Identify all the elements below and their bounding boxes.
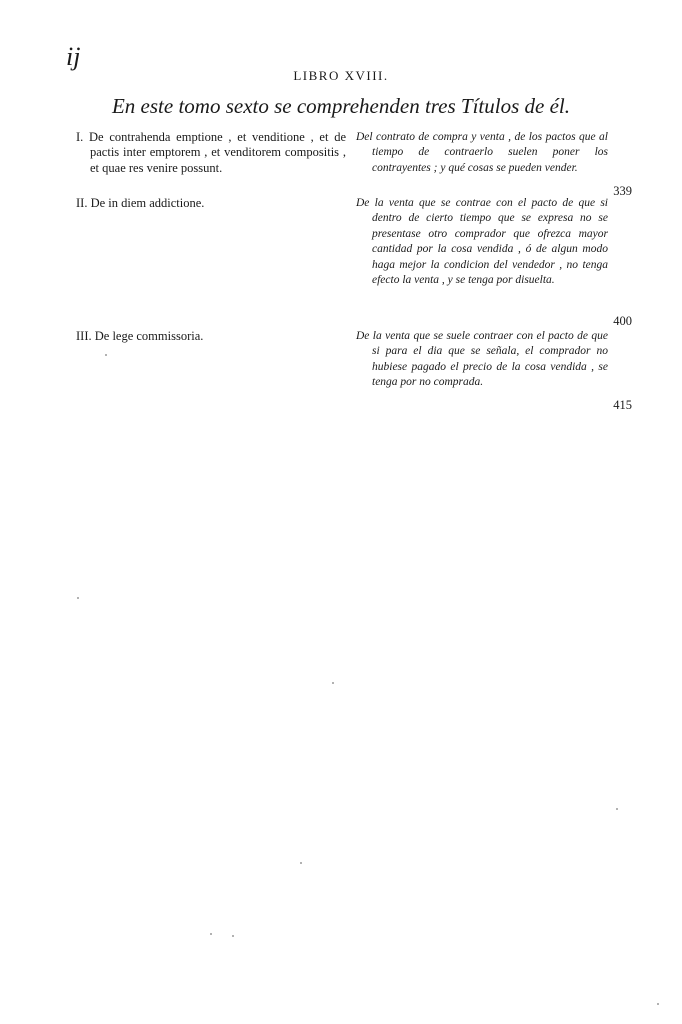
running-head: LIBRO XVIII. xyxy=(293,68,389,83)
paper-speck xyxy=(300,862,302,864)
paper-speck xyxy=(105,354,107,356)
spanish-title-2: De la venta que se contrae con el pacto de que si dentro de cierto tiempo que se expresa no se presentase otro comprador que ofrezca mayor cantidad por la cosa vendida , ó de algun modo haga mejor la condicion del vendedor , no tenga efecto la venta , y se tenga por disuelta. xyxy=(356,197,608,287)
paper-speck xyxy=(210,933,212,935)
paper-speck xyxy=(232,935,234,937)
paper-speck xyxy=(77,597,79,599)
page-ref-1: 339 xyxy=(613,184,632,198)
spanish-title-3: De la venta que se suele contraer con el pacto de que si para el dia que se señala, el comprador no hubiese pagado el precio de la cosa vendida , se tenga por no comprada. xyxy=(356,330,608,389)
latin-title-1: I. De contrahenda emptione , et venditione , et de pactis inter emptorem , et venditorem compositis , et quae res venire possunt. xyxy=(76,130,346,175)
volume-heading: En este tomo sexto se comprehenden tres Títulos de él. xyxy=(111,94,570,118)
latin-title-2: II. De in diem addictione. xyxy=(76,196,205,210)
paper-speck xyxy=(332,682,334,684)
paper-speck xyxy=(657,1003,659,1005)
page-ref-3: 415 xyxy=(613,398,632,412)
spanish-title-1: Del contrato de compra y venta , de los pactos que al tiempo de contraerlo suelen poner los contrayentes ; y qué cosas se pueden vender. xyxy=(356,131,608,174)
page-number: ij xyxy=(66,42,81,71)
paper-speck xyxy=(616,808,618,810)
page-ref-2: 400 xyxy=(613,314,632,328)
latin-title-3: III. De lege commissoria. xyxy=(76,329,204,343)
